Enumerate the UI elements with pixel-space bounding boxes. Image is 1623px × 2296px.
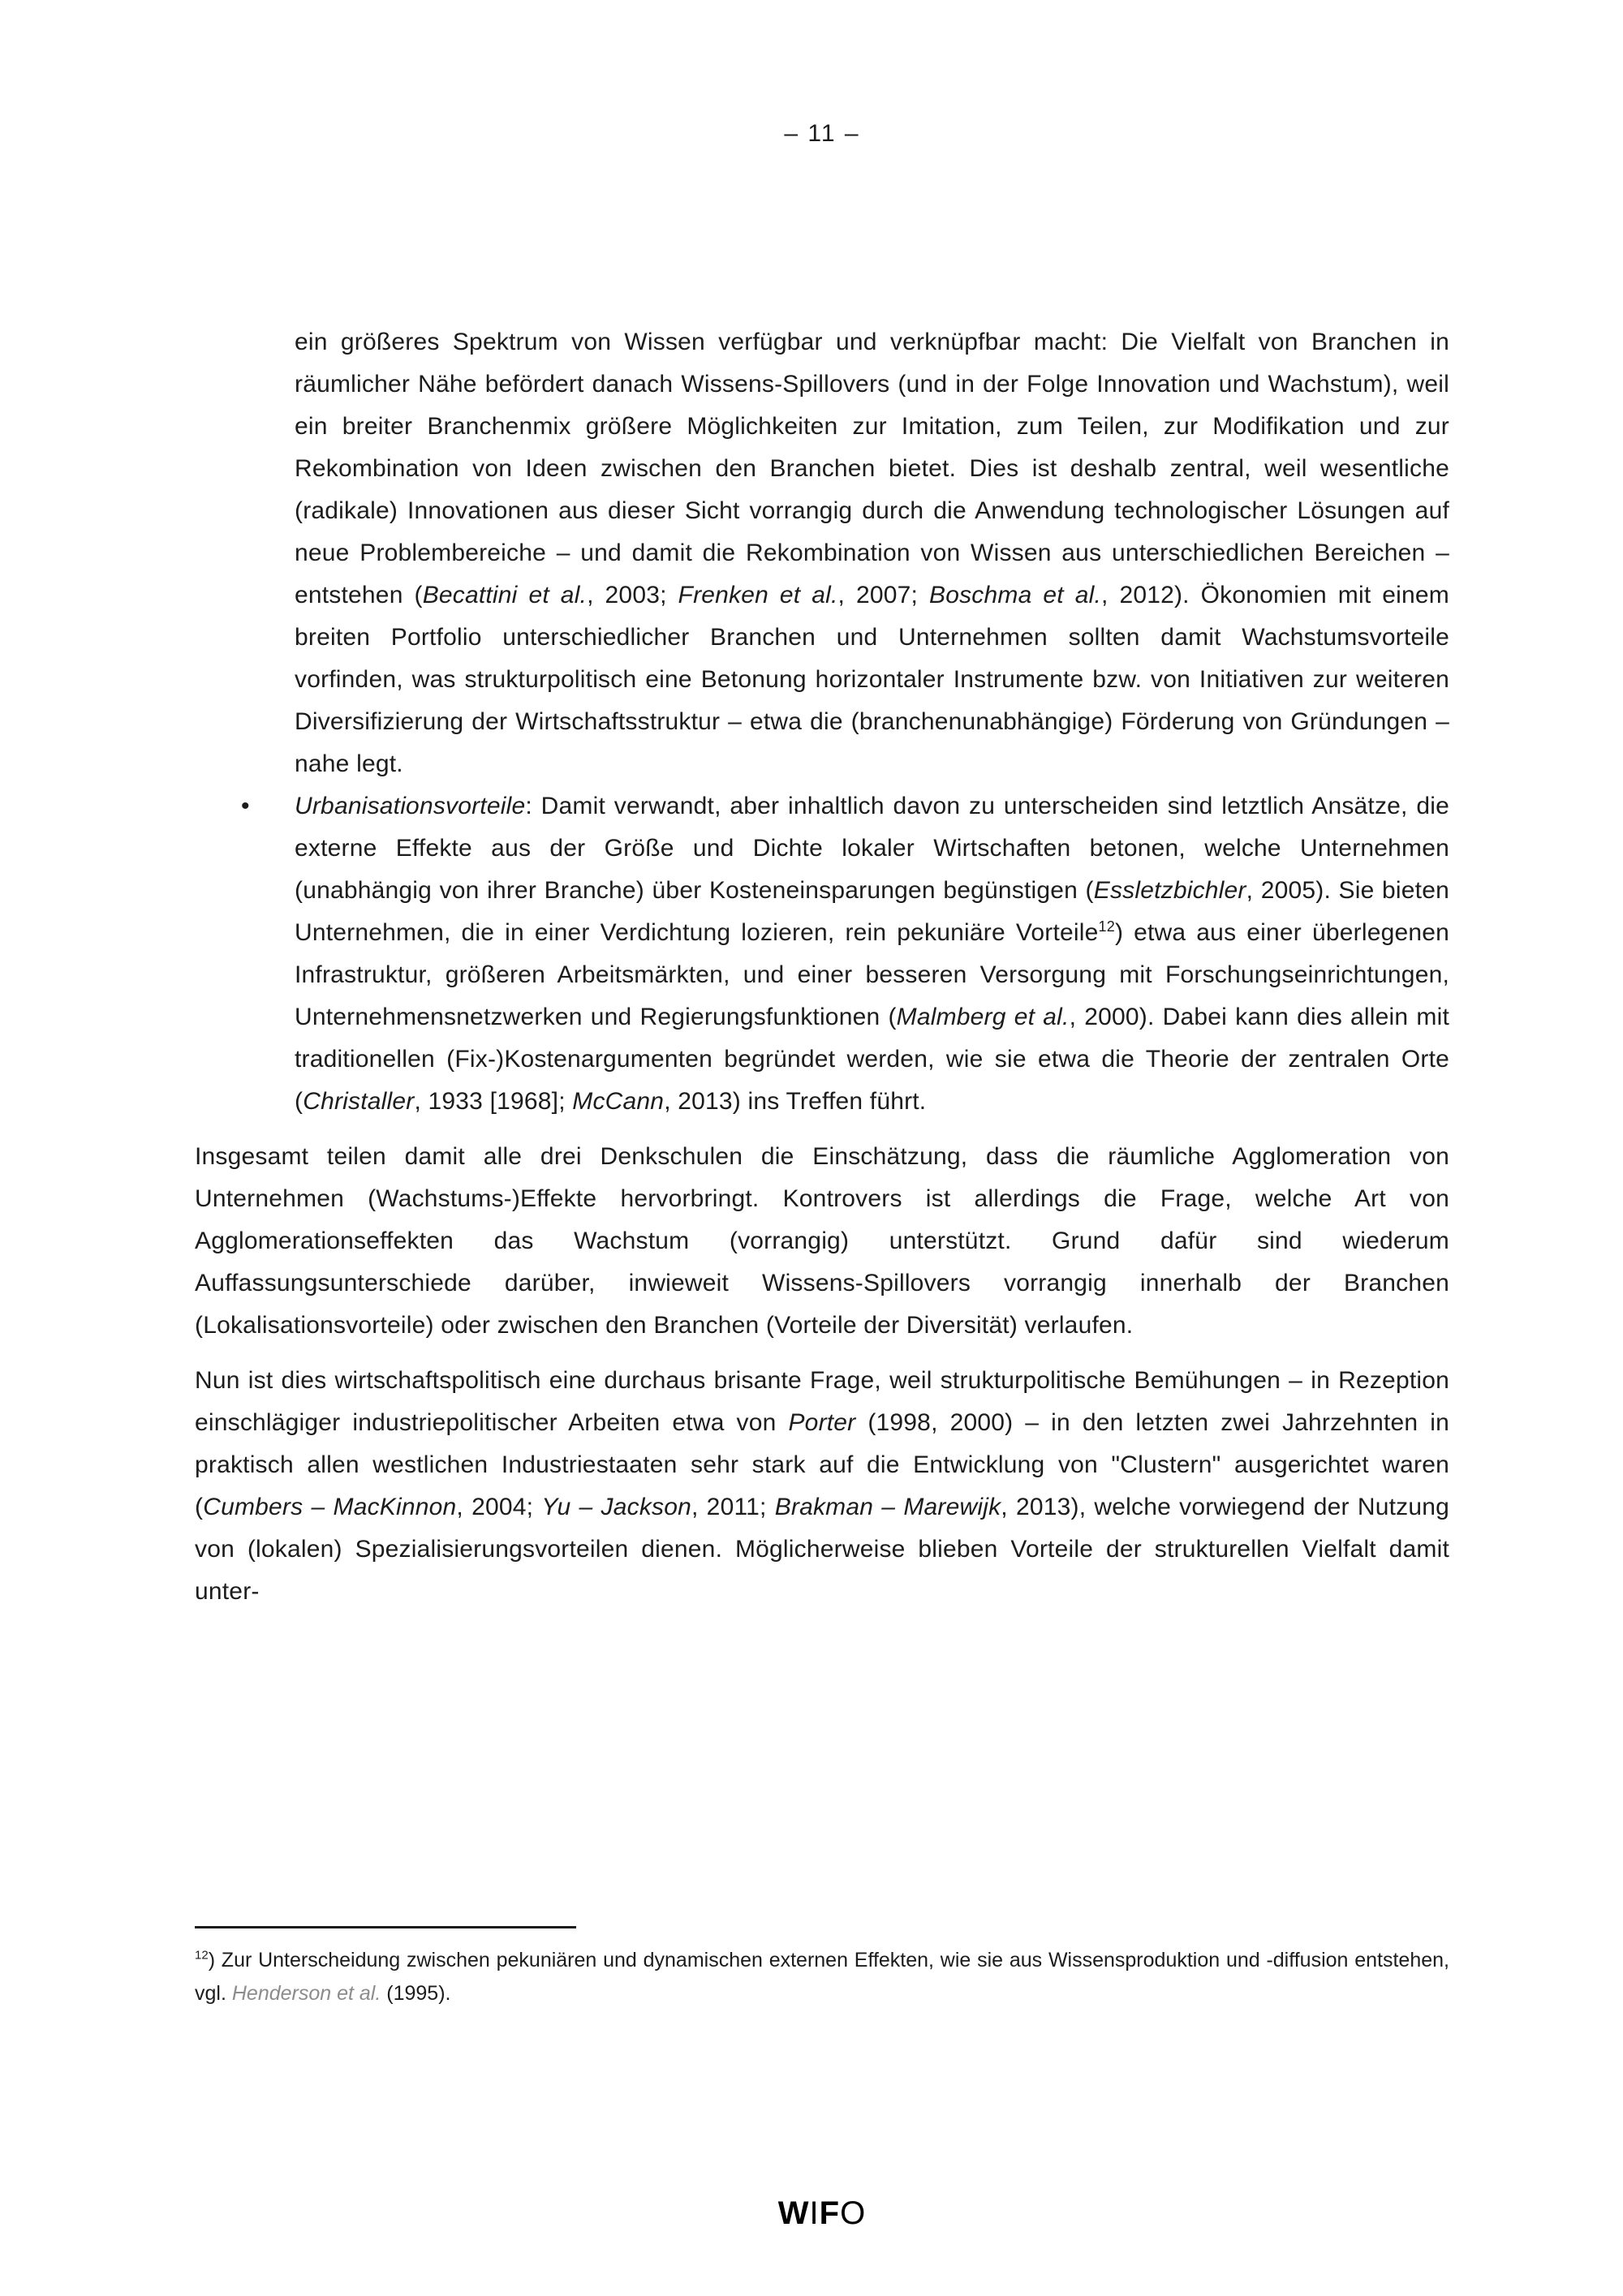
bullet-item-urbanisationsvorteile [241, 785, 1449, 1123]
paragraph-nun-ist-dies: Nun ist dies wirtschaftspolitisch eine durchaus brisante Frage, weil strukturpolitische Bemühungen – in Rezeption einschlägiger industriepolitischer Arbeiten etwa von Porter (1998, 2000) – in den letzten zwei Jahrzehnten in praktisch allen westlichen Industriestaaten sehr stark auf die Entwicklung von "Clustern" ausgerichtet waren (Cumbers – MacKinnon, 2004; Yu – Jackson, 2011; Brakman – Marewijk, 2013), welche vorwiegend der Nutzung von (lokalen) Spezialisierungsvorteilen dienen. Möglicherweise blieben Vorteile der strukturellen Vielfalt damit unter- [195, 1367, 1449, 1605]
logo-letter-w: W [777, 2195, 810, 2231]
bullet-continuation-paragraph: ein größeres Spektrum von Wissen verfügbar und verknüpfbar macht: Die Vielfalt von Branchen in räumlicher Nähe befördert danach Wissens-Spillovers (und in der Folge Innovation und Wachstum), weil ein breiter Branchenmix größere Möglichkeiten zur Imitation, zum Teilen, zur Modifikation und zur Rekombination von Ideen zwischen den Branchen bietet. Dies ist deshalb zentral, weil wesentliche (radikale) Innovationen aus dieser Sicht vorrangig durch die Anwendung technologischer Lösungen auf neue Problembereiche – und damit die Rekombination von Wissen aus unterschiedlichen Bereichen – entstehen (Becattini et al., 2003; Frenken et al., 2007; Boschma et al., 2012). Ökonomien mit einem breiten Portfolio unterschiedlicher Branchen und Unternehmen sollten damit Wachstumsvorteile vorfinden, was strukturpolitisch eine Betonung horizontaler Instrumente bzw. von Initiativen zur weiteren Diversifizierung der Wirtschaftsstruktur – etwa die (branchenunabhängige) Förderung von Gründungen – nahe legt. [295, 329, 1449, 777]
body-text [195, 321, 1449, 1626]
logo-letter-f: F [819, 2195, 841, 2231]
paragraph-insgesamt: Insgesamt teilen damit alle drei Denkschulen die Einschätzung, dass die räumliche Agglomeration von Unternehmen (Wachstums-)Effekte hervorbringt. Kontrovers ist allerdings die Frage, welche Art von Agglomerationseffekten das Wachstum (vorrangig) unterstützt. Grund dafür sind wiederum Auffassungsunterschiede darüber, inwieweit Wissens-Spillovers vorrangig innerhalb der Branchen (Lokalisationsvorteile) oder zwischen den Branchen (Vorteile der Diversität) verlaufen. [195, 1143, 1449, 1339]
bullet-marker: • [241, 793, 250, 819]
footnote-separator-rule [195, 1926, 576, 1928]
logo-letter-i: I [809, 2195, 820, 2231]
wifo-logo [195, 2195, 1449, 2232]
bullet-item-text: Urbanisationsvorteile: Damit verwandt, aber inhaltlich davon zu unterscheiden sind letztlich Ansätze, die externe Effekte aus der Größe und Dichte lokaler Wirtschaften betonen, welche Unternehmen (unabhängig von ihrer Branche) über Kosteneinsparungen begünstigen (Essletzbichler, 2005). Sie bieten Unternehmen, die in einer Verdichtung lozieren, rein pekuniäre Vorteile$^{12}$) etwa aus einer überlegenen Infrastruktur, größeren Arbeitsmärkten, und einer besseren Versorgung mit Forschungseinrichtungen, Unternehmensnetzwerken und Regierungsfunktionen (Malmberg et al., 2000). Dabei kann dies allein mit traditionellen (Fix-)Kostenargumenten begründet werden, wie sie etwa die Theorie der zentralen Orte (Christaller, 1933 [1968]; McCann, 2013) ins Treffen führt. [295, 793, 1449, 1115]
logo-letter-o: O [840, 2195, 867, 2231]
footnote-text: $^{12}$) Zur Unterscheidung zwischen pekuniären und dynamischen externen Effekten, wie sie aus Wissensproduktion und -diffusion entstehen, vgl. Henderson et al. (1995). [195, 1948, 1449, 2005]
page-number: – 11 – [784, 120, 860, 147]
